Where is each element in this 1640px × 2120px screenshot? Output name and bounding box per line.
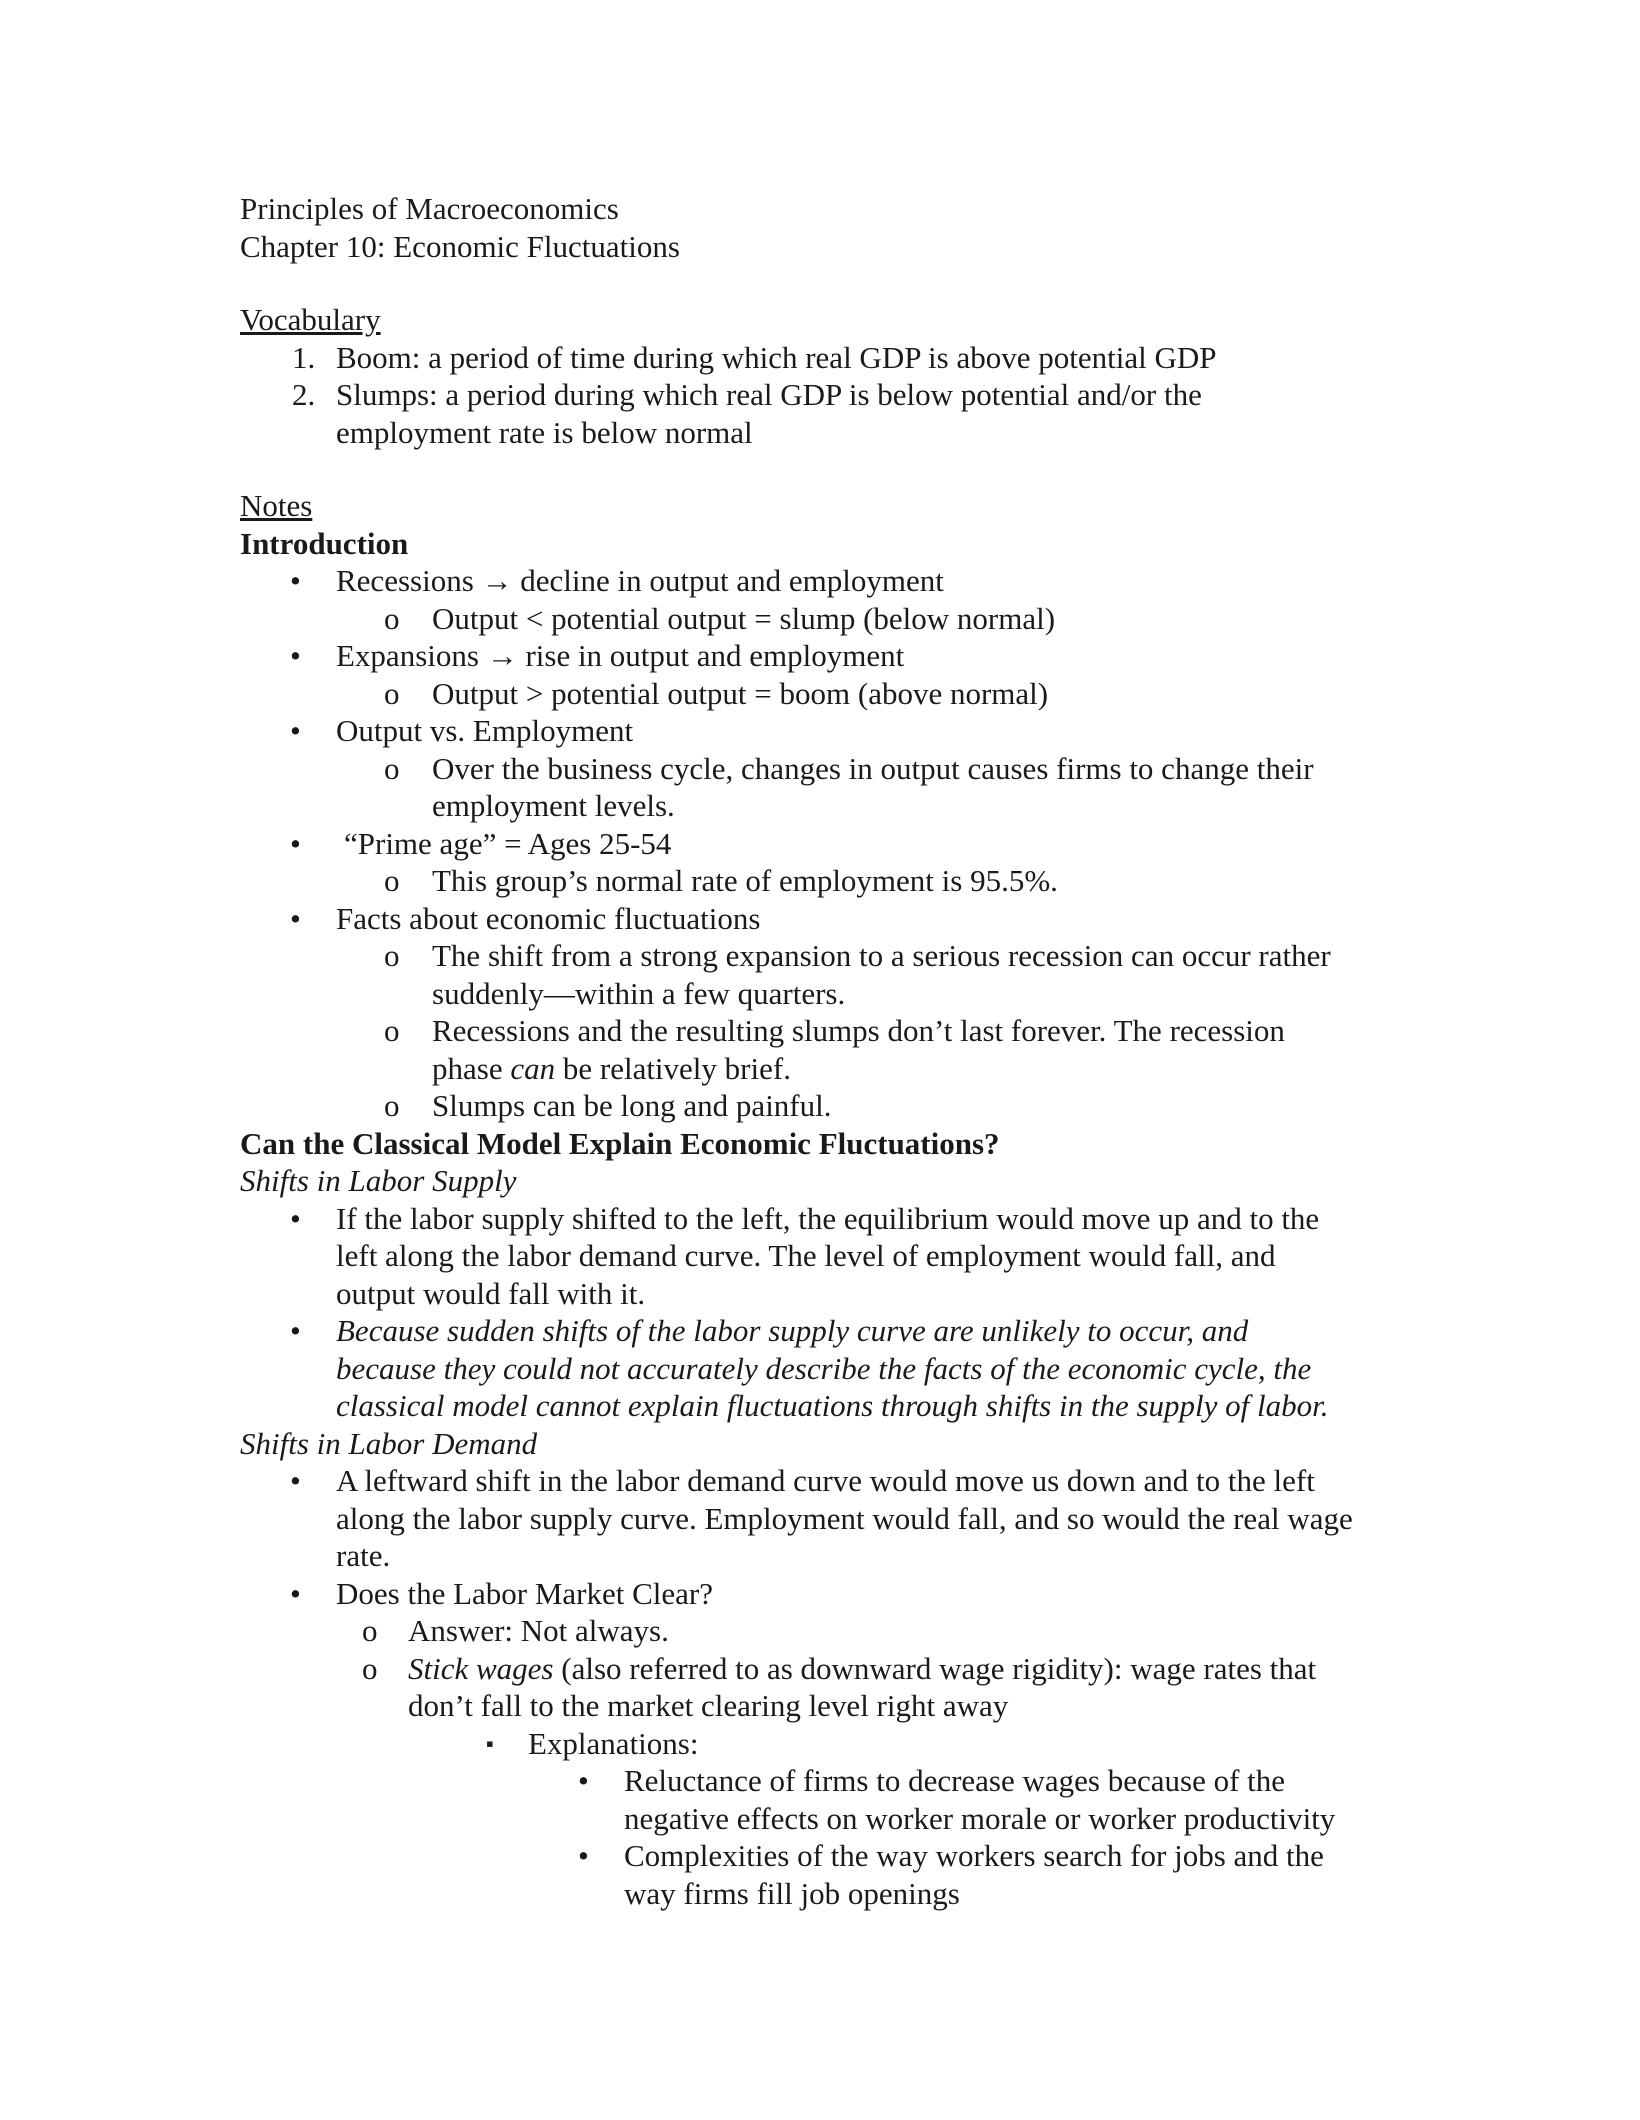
circle-bullet-icon: o [384,1088,400,1123]
course-title: Principles of Macroeconomics [240,191,619,226]
bullet-text: “Prime age” = Ages 25-54 [344,825,672,861]
sub-bullet-item [240,750,1420,825]
bullet-item [240,1762,1420,1837]
sub-bullet-text: don’t fall to the market clearing level right away [408,1688,1009,1723]
bullet-item [240,1575,1420,1613]
bullet-text: output would fall with it. [336,1275,646,1311]
vocab-text: employment rate is below normal [336,414,753,450]
vocab-item [240,339,1420,377]
bullet-icon: • [290,825,301,861]
bullet-text: Output vs. Employment [336,713,634,748]
sub-bullet-text: phase [432,1050,511,1086]
bullet-item [240,825,1420,863]
bullet-icon: • [290,638,301,673]
sub-bullet-text: (also referred to as downward wage rigidity): wage rates that [553,1650,1317,1686]
bullet-icon: • [290,900,301,936]
sub-bullet-item [240,1012,1420,1087]
bullet-item [240,712,1420,750]
bullet-text: Does the Labor Market Clear? [336,1575,714,1611]
bullet-icon: • [290,1200,301,1236]
bullet-item [240,900,1420,938]
vocabulary-heading: Vocabulary [240,302,381,337]
sub-bullet-text: Output < potential output = slump (below normal) [432,600,1056,636]
labor-supply-subheading: Shifts in Labor Supply [240,1163,517,1198]
bullet-icon: • [290,1313,301,1348]
sub-bullet-item [240,1612,1420,1650]
labor-demand-subheading: Shifts in Labor Demand [240,1425,538,1461]
bullet-icon: • [290,563,301,598]
bullet-text: rate. [336,1538,391,1573]
sub-bullet-item [240,1087,1420,1125]
arrow-icon: → [481,563,513,598]
bullet-text: classical model cannot explain fluctuations through shifts in the supply of labor. [336,1388,1329,1423]
bullet-text: way firms fill job openings [624,1875,960,1911]
bullet-item [240,637,1420,675]
bullet-item [240,1462,1420,1575]
recessions-label: Recessions [336,563,474,598]
recessions-text: decline in output and employment [520,563,944,598]
sub-bullet-text: Slumps can be long and painful. [432,1088,832,1123]
sub-bullet-text: Answer: Not always. [408,1613,669,1648]
bullet-text: left along the labor demand curve. The level of employment would fall, and [336,1238,1276,1273]
bullet-item [240,1200,1420,1313]
vocab-text: Slumps: a period during which real GDP is below potential and/or the [336,377,1202,412]
bullet-text: Because sudden shifts of the labor supply curve are unlikely to occur, and [336,1313,1249,1348]
bullet-text: along the labor supply curve. Employment would fall, and so would the real wage [336,1500,1353,1536]
bullet-item [240,1312,1420,1425]
sub-bullet-text: suddenly—within a few quarters. [432,975,846,1011]
circle-bullet-icon: o [384,750,400,786]
circle-bullet-icon: o [384,600,400,636]
circle-bullet-icon: o [384,938,400,973]
bullet-text: Facts about economic fluctuations [336,900,761,936]
chapter-title: Chapter 10: Economic Fluctuations [240,228,680,264]
circle-bullet-icon: o [384,675,400,711]
introduction-heading: Introduction [240,525,409,561]
bullet-text: Complexities of the way workers search for jobs and the [624,1838,1324,1873]
sub-bullet-item [240,937,1420,1012]
bullet-text: Reluctance of firms to decrease wages because of the [624,1763,1286,1798]
emphasis-text: can [510,1050,556,1086]
term-text: Stick wages [408,1650,554,1686]
bullet-text: If the labor supply shifted to the left, the equilibrium would move up and to the [336,1200,1320,1236]
sub-bullet-text: This group’s normal rate of employment is 95.5%. [432,863,1058,898]
expansions-text: rise in output and employment [525,638,905,673]
sub-bullet-item [240,675,1420,713]
vocab-item [240,376,1420,451]
classical-model-heading: Can the Classical Model Explain Economic Fluctuations? [240,1125,1000,1161]
circle-bullet-icon: o [362,1613,378,1648]
bullet-icon: • [290,1575,301,1611]
circle-bullet-icon: o [384,863,400,898]
bullet-icon: • [290,1463,301,1498]
sub-bullet-text: Output > potential output = boom (above normal) [432,675,1049,711]
bullet-icon: • [578,1763,589,1798]
circle-bullet-icon: o [384,1013,400,1048]
sub-bullet-text: The shift from a strong expansion to a serious recession can occur rather [432,938,1331,973]
document-page [240,190,1420,1912]
notes-heading: Notes [240,488,313,523]
sub-bullet-text: Explanations: [528,1725,699,1761]
square-bullet-icon: ▪ [486,1730,494,1756]
list-number: 1. [292,339,316,375]
circle-bullet-icon: o [362,1650,378,1686]
arrow-icon: → [486,638,518,673]
square-bullet-item [240,1725,1420,1763]
sub-bullet-text: Recessions and the resulting slumps don’t last forever. The recession [432,1013,1285,1048]
vocab-text: Boom: a period of time during which real GDP is above potential GDP [336,339,1217,375]
sub-bullet-text: employment levels. [432,788,675,823]
bullet-item [240,562,1420,600]
sub-bullet-text: be relatively brief. [555,1050,791,1086]
sub-bullet-text: Over the business cycle, changes in output causes firms to change their [432,750,1314,786]
bullet-item [240,1837,1420,1912]
bullet-text: negative effects on worker morale or worker productivity [624,1800,1336,1836]
expansions-label: Expansions [336,638,479,673]
sub-bullet-item [240,1650,1420,1725]
bullet-icon: • [578,1838,589,1873]
list-number: 2. [292,377,316,412]
bullet-text: because they could not accurately describe the facts of the economic cycle, the [336,1350,1312,1386]
sub-bullet-item [240,600,1420,638]
bullet-icon: • [290,713,301,748]
bullet-text: A leftward shift in the labor demand curve would move us down and to the left [336,1463,1315,1498]
sub-bullet-item [240,862,1420,900]
